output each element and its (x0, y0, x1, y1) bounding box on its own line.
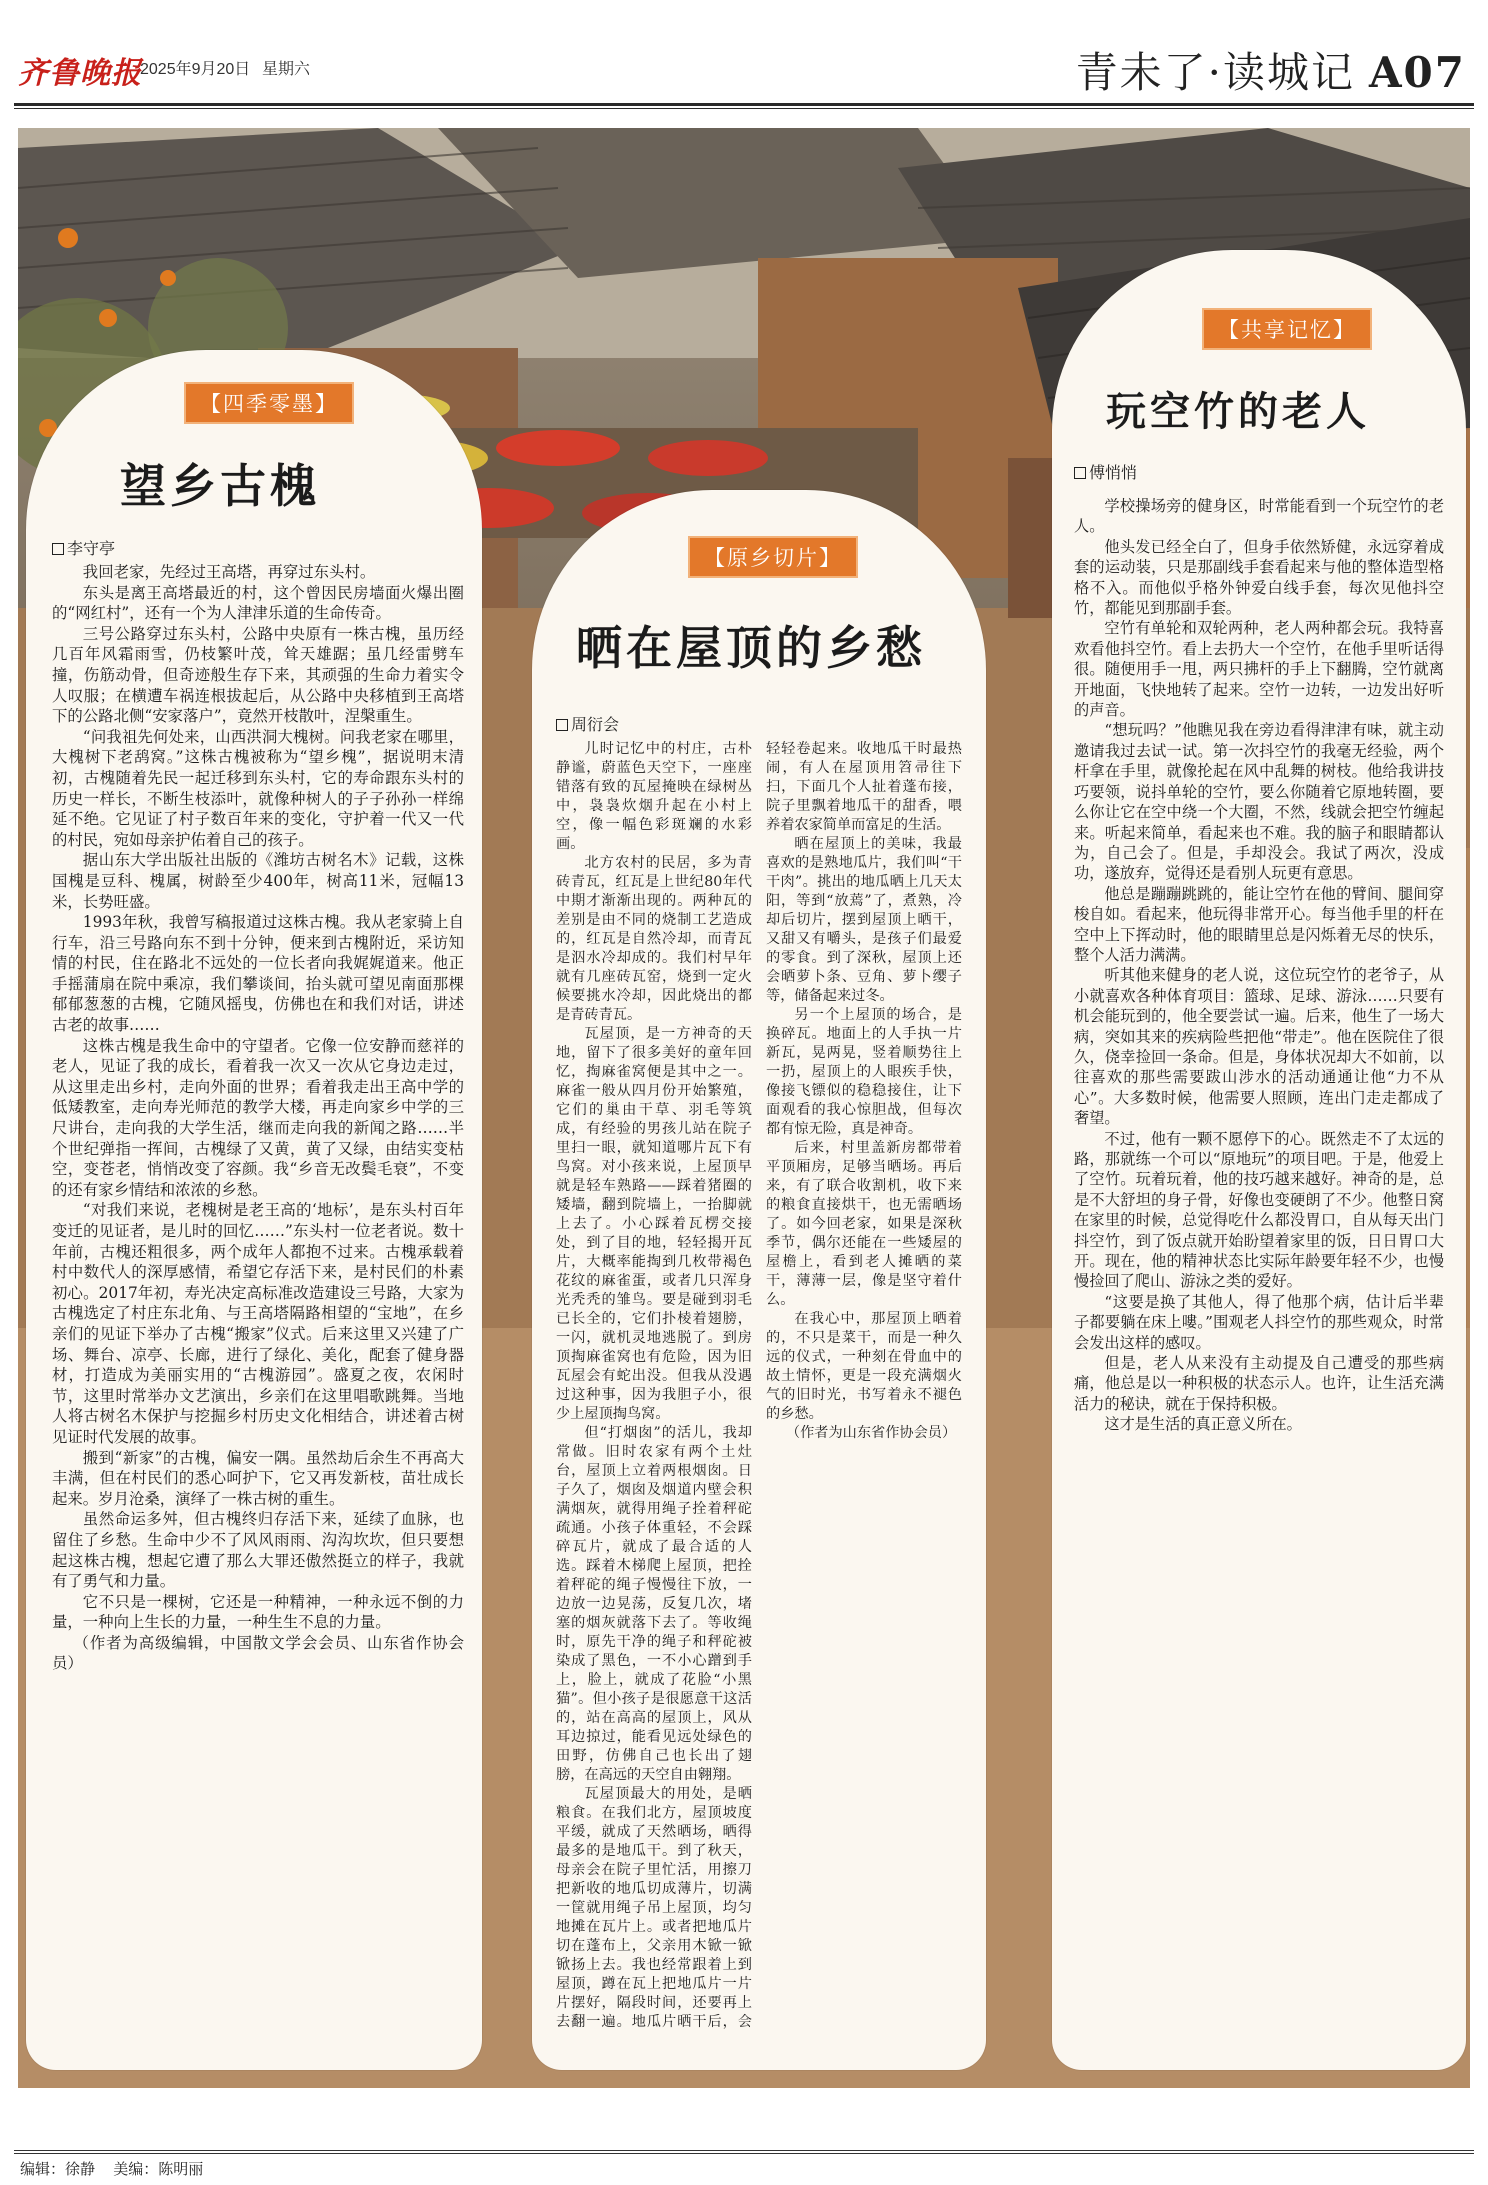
paragraph: 瓦屋顶，是一方神奇的天地，留下了很多美好的童年回忆，掏麻雀窝便是其中之一。麻雀一般从四月份开始繁殖，它们的巢由干草、羽毛等筑成，有经验的男孩儿站在院子里扫一眼，就知道哪片瓦下有鸟窝。对小孩来说，上屋顶早就是轻车熟路——踩着猪圈的矮墙，翻到院墙上，一抬脚就上去了。小心踩着瓦楞交接处，到了目的地，轻轻揭开瓦片，大概率能掏到几枚带褐色花纹的麻雀蛋，或者几只浑身光秃秃的雏鸟。要是碰到羽毛已长全的，它们扑棱着翅膀，一闪，就机灵地逃脱了。到房顶掏麻雀窝也有危险，因为旧瓦屋会有蛇出没。但我从没遇过这种事，因为我胆子小，很少上屋顶掏鸟窝。 (556, 1026, 752, 1422)
footer-rule-thin (14, 2153, 1474, 2154)
article-card-wangxiang-guhuai (26, 350, 482, 2070)
footer-credits (20, 2158, 217, 2179)
paragraph: 另一个上屋顶的场合，是换碎瓦。地面上的人手执一片新瓦，晃两晃，竖着顺势往上一扔，屋顶上的人眼疾手快，像接飞镖似的稳稳接住，让下面观看的我心惊胆战，但每次都有惊无险，真是神奇。 (766, 1007, 962, 1137)
paragraph: 他头发已经全白了，但身手依然矫健，永远穿着成套的运动装，只是那副线手套看起来与他的整体造型格格不入。而他似乎格外钟爱白线手套，每次见他抖空竹，都能见到那副手套。 (1074, 537, 1444, 618)
article-body (1074, 496, 1444, 1435)
author-byline: 周衍会 (556, 712, 619, 735)
paragraph: 瓦屋顶最大的用处，是晒粮食。在我们北方，屋顶坡度平缓，就成了天然晒场，晒得最多的是地瓜干。到了秋天，母亲会在院子里忙活，用擦刀把新收的地瓜切成薄片，切满一筐就用绳子吊上屋顶，均匀地摊在瓦片上。或者把地瓜片切在蓬布上，父亲用木锨一锨锨扬上去。我也经常跟着上到屋顶，蹲在瓦上把地瓜片一片片摆好，隔段时间，还要再上去翻一遍。地瓜片晒干后，会轻轻卷起来。收地瓜干时最热闹，有人在屋顶用笤帚往下扫，下面几个人扯着蓬布接，院子里飘着地瓜干的甜香，喂养着农家简单而富足的生活。 (556, 741, 962, 2030)
masthead (0, 0, 1488, 110)
author-note: （作者为山东省作协会员） (785, 1425, 957, 1441)
article-body (52, 562, 464, 1674)
paragraph: 但“打烟囱”的活儿，我却常做。旧时农家有两个土灶台，屋顶上立着两根烟囱。日子久了，烟囱及烟道内壁会积满烟灰，就得用绳子拴着秤砣疏通。小孩子体重轻，不会踩碎瓦片，就成了最合适的人选。踩着木梯爬上屋顶，把拴着秤砣的绳子慢慢往下放，一边放一边晃荡，反复几次，堵塞的烟灰就落下去了。等收绳时，原先干净的绳子和秤砣被染成了黑色，一不小心蹭到手上，脸上，就成了花脸“小黑猫”。但小孩子是很愿意干这活的，站在高高的屋顶上，风从耳边掠过，能看见远处绿色的田野，仿佛自己也长出了翅膀，在高远的天空自由翱翔。 (556, 1425, 752, 1783)
article-card-shai-zai-wuding (532, 490, 986, 2070)
paragraph: 它不只是一棵树，它还是一种精神，一种永远不倒的力量，一种向上生长的力量，一种生生不息的力量。 (52, 1592, 464, 1632)
paragraph: 在我心中，那屋顶上晒着的，不只是菜干，而是一种久远的仪式，一种刻在骨血中的故土情怀，更是一段充满烟火气的旧时光，书写着永不褪色的乡愁。 (766, 1311, 962, 1422)
paragraph: 据山东大学出版社出版的《潍坊古树名木》记载，这株国槐是豆科、槐属，树龄至少400年，树高11米，冠幅13米，长势旺盛。 (52, 851, 464, 911)
paragraph: “这要是换了其他人，得了他那个病，估计后半辈子都要躺在床上嘍。”围观老人抖空竹的那些观众，时常会发出这样的感叹。 (1074, 1292, 1444, 1352)
paragraph: 东头是离王高塔最近的村，这个曾因民房墙面火爆出圈的“网红村”，还有一个为人津津乐道的生命传奇。 (52, 583, 464, 623)
article-body (556, 740, 962, 2050)
paragraph: 不过，他有一颗不愿停下的心。既然走不了太远的路，那就练一个可以“原地玩”的项目吧。于是，他爱上了空竹。玩着玩着，他的技巧越来越好。神奇的是，总是不大舒坦的身子骨，好像也变硬朗了不少。他整日窝在家里的时候，总觉得吃什么都没胃口，自从每天出门抖空竹，到了饭点就开始盼望着家里的饭，日日胃口大开。现在，他的精神状态比实际年龄要年轻不少，也慢慢捡回了爬山、游泳之类的爱好。 (1074, 1129, 1444, 1291)
paragraph: “想玩吗？”他瞧见我在旁边看得津津有味，就主动邀请我过去试一试。第一次抖空竹的我毫无经验，两个杆拿在手里，就像抡起在风中乱舞的树枝。他给我讲技巧要领，说抖单轮的空竹，要么你随着它原地转圈，要么你让它在空中绕一个大圈，不然，线就会把空竹缠起来。听起来简单，看起来也不难。我的脑子和眼睛都认为，自己会了。但是，手却没会。我试了两次，没成功，遂放弃，觉得还是看别人玩更有意思。 (1074, 721, 1444, 883)
paragraph: “对我们来说，老槐树是老王高的‘地标’，是东头村百年变迁的见证者，是儿时的回忆……”东头村一位老者说。数十年前，古槐还粗很多，两个成年人都抱不过来。古槐承载着村中数代人的深厚感情，希望它存活下来，是村民们的朴素初心。2017年初，寿光决定高标准改造建设三号路，大家为古槐选定了村庄东北角、与王高塔隔路相望的“宝地”，在乡亲们的见证下举办了古槐“搬家”仪式。后来这里又兴建了广场、舞台、凉亭、长廊，进行了绿化、美化，配套了健身器材，打造成为美丽实用的“古槐游园”。盛夏之夜，农闲时节，这里时常举办文艺演出，乡亲们在这里唱歌跳舞。当地人将古树名木保护与挖掘乡村历史文化相结合，讲述着古树见证时代发展的故事。 (52, 1201, 464, 1446)
paragraph: 晒在屋顶上的美味，我最喜欢的是熟地瓜片，我们叫“干干肉”。挑出的地瓜晒上几天太阳，等到“放蔫”了，煮熟，冷却后切片，摆到屋顶上晒干，又甜又有嚼头，是孩子们最爱的零食。到了深秋，屋顶上还会晒萝卜条、豆角、萝卜缨子等，储备起来过冬。 (766, 836, 962, 1004)
author-byline: 傅悄悄 (1074, 460, 1137, 483)
article-title: 晒在屋顶的乡愁 (576, 621, 926, 675)
paragraph: 搬到“新家”的古槐，偏安一隅。虽然劫后余生不再高大丰满，但在村民们的悉心呵护下，它又再发新枝，苗壮成长起来。岁月沧桑，演绎了一株古树的重生。 (52, 1448, 464, 1508)
paragraph: 他总是蹦蹦跳跳的，能让空竹在他的臂间、腿间穿梭自如。看起来，他玩得非常开心。每当他手里的杆在空中上下挥动时，他的眼睛里总是闪烁着无尽的快乐，整个人活力满满。 (1074, 884, 1444, 964)
section-name: 青未了·读城记 (1075, 48, 1355, 97)
paragraph: 1993年秋，我曾写稿报道过这株古槐。我从老家骑上自行车，沿三号路向东不到十分钟，便来到古槐附近，采访知情的村民，住在路北不远处的一位长者向我娓娓道来。他正手摇蒲扇在院中乘凉，我们攀谈间，抬头就可望见南面那棵郁郁葱葱的古槐，它随风摇曳，仿佛也在和我们对话，讲述古老的故事…… (52, 913, 464, 1035)
footer-rule (14, 2150, 1474, 2151)
paragraph: 这株古槐是我生命中的守望者。它像一位安静而慈祥的老人，见证了我的成长，看着我一次又一次从它身边走过，从这里走出乡村，走向外面的世界；看着我走出王高中学的低矮教室，走向寿光师范的教学大楼，再走向家乡中学的三尺讲台，走向我的大学生活，继而走向我的新闻之路……半个世纪弹指一挥间，古槐绿了又黄，黄了又绿，由结实变枯空，变苍老，悄悄改变了容颜。我“乡音无改鬓毛衰”，不变的还有家乡情结和浓浓的乡愁。 (52, 1036, 464, 1199)
section-title (1076, 40, 1466, 100)
header-rule (14, 103, 1474, 106)
header-rule-thin (14, 108, 1474, 109)
paragraph: “问我祖先何处来，山西洪洞大槐树。问我老家在哪里，大槐树下老鸹窝。”这株古槐被称为“望乡槐”，据说明末清初，古槐随着先民一起迁移到东头村，它的寿命跟东头村的历史一样长，不断生枝添叶，就像种树人的子子孙孙一样绵延不绝。它见证了村子数百年来的变化，守护着一代又一代的村民，宛如母亲护佑着自己的孩子。 (52, 727, 464, 849)
newspaper-logo: 齐鲁晚报 (18, 56, 142, 91)
author-byline: 李守亭 (52, 536, 115, 559)
column-tag: 【共享记忆】 (1202, 308, 1372, 350)
page-number: A07 (1368, 48, 1466, 97)
paragraph: 学校操场旁的健身区，时常能看到一个玩空竹的老人。 (1074, 497, 1444, 536)
paragraph: 听其他来健身的老人说，这位玩空竹的老爷子，从小就喜欢各种体育项目：篮球、足球、游泳……只要有机会能玩到的，他全要尝试一遍。后来，他生了一场大病，突如其来的疾病险些把他“带走”。他在医院住了很久，侥幸捡回一条命。但是，身体状况却大不如前，以往喜欢的那些需要跋山涉水的活动通通让他“力不从心”。大多数时候，他需要人照顾，连出门走走都成了奢望。 (1074, 966, 1444, 1128)
column-tag: 【原乡切片】 (688, 536, 858, 578)
column-tag: 【四季零墨】 (184, 382, 354, 424)
paragraph: 三号公路穿过东头村，公路中央原有一株古槐，虽历经几百年风霜雨雪，仍枝繁叶茂，耸天雄踞；虽几经雷劈车撞，伤筋动骨，但奇迹般生存下来，其顽强的生命力着实令人叹服；在横遭车祸连根拔起后，从公路中央移植到王高塔下的公路北侧“安家落户”，竟然开枝散叶，涅槃重生。 (52, 624, 464, 726)
designer-credit: 美编：陈明丽 (113, 2161, 204, 2178)
paragraph: 我回老家，先经过王高塔，再穿过东头村。 (82, 563, 376, 581)
article-title: 望乡古槐 (120, 459, 320, 513)
paragraph: 儿时记忆中的村庄，古朴静谧，蔚蓝色天空下，一座座错落有致的瓦屋掩映在绿树丛中，袅袅炊烟升起在小村上空，像一幅色彩斑斓的水彩画。 (556, 741, 752, 852)
author-note: （作者为高级编辑，中国散文学会会员、山东省作协会员） (52, 1633, 464, 1673)
paragraph: 北方农村的民居，多为青砖青瓦，红瓦是上世纪80年代中期才渐渐出现的。两种瓦的差别是由不同的烧制工艺造成的，红瓦是自然冷却，而青瓦是泅水冷却成的。我们村早年就有几座砖瓦窑，烧到一定火候要挑水冷却，因此烧出的都是青砖青瓦。 (556, 855, 752, 1023)
editor-credit: 编辑：徐静 (20, 2161, 96, 2178)
issue-weekday: 星期六 (262, 61, 311, 78)
paragraph: 空竹有单轮和双轮两种，老人两种都会玩。我特喜欢看他抖空竹。看上去扔大一个空竹，在他手里听话得很。随便用手一甩，两只拂杆的手上下翻腾，空竹就离开地面，飞快地转了起来。空竹一边转，一边发出好听的声音。 (1074, 619, 1444, 720)
article-card-wan-kongzhu (1052, 250, 1466, 2070)
paragraph: 但是，老人从来没有主动提及自己遭受的那些病痛，他总是以一种积极的状态示人。也许，让生活充满活力的秘诀，就在于保持积极。 (1074, 1354, 1444, 1413)
paragraph: 后来，村里盖新房都带着平顶厢房，足够当晒场。再后来，有了联合收割机，收下来的粮食直接烘干，也无需晒场了。如今回老家，如果是深秋季节，偶尔还能在一些矮屋的屋檐上，看到老人摊晒的菜干，薄薄一层，像是坚守着什么。 (766, 1140, 962, 1308)
paragraph: 虽然命运多舛，但古槐终归存活下来，延续了血脉，也留住了乡愁。生命中少不了风风雨雨、沟沟坎坎，但只要想起这株古槐，想起它遭了那么大罪还傲然挺立的样子，我就有了勇气和力量。 (52, 1510, 464, 1591)
paragraph: 这才是生活的真正意义所在。 (1104, 1415, 1302, 1434)
issue-date: 2025年9月20日 (140, 61, 251, 78)
article-title: 玩空竹的老人 (1106, 388, 1370, 435)
